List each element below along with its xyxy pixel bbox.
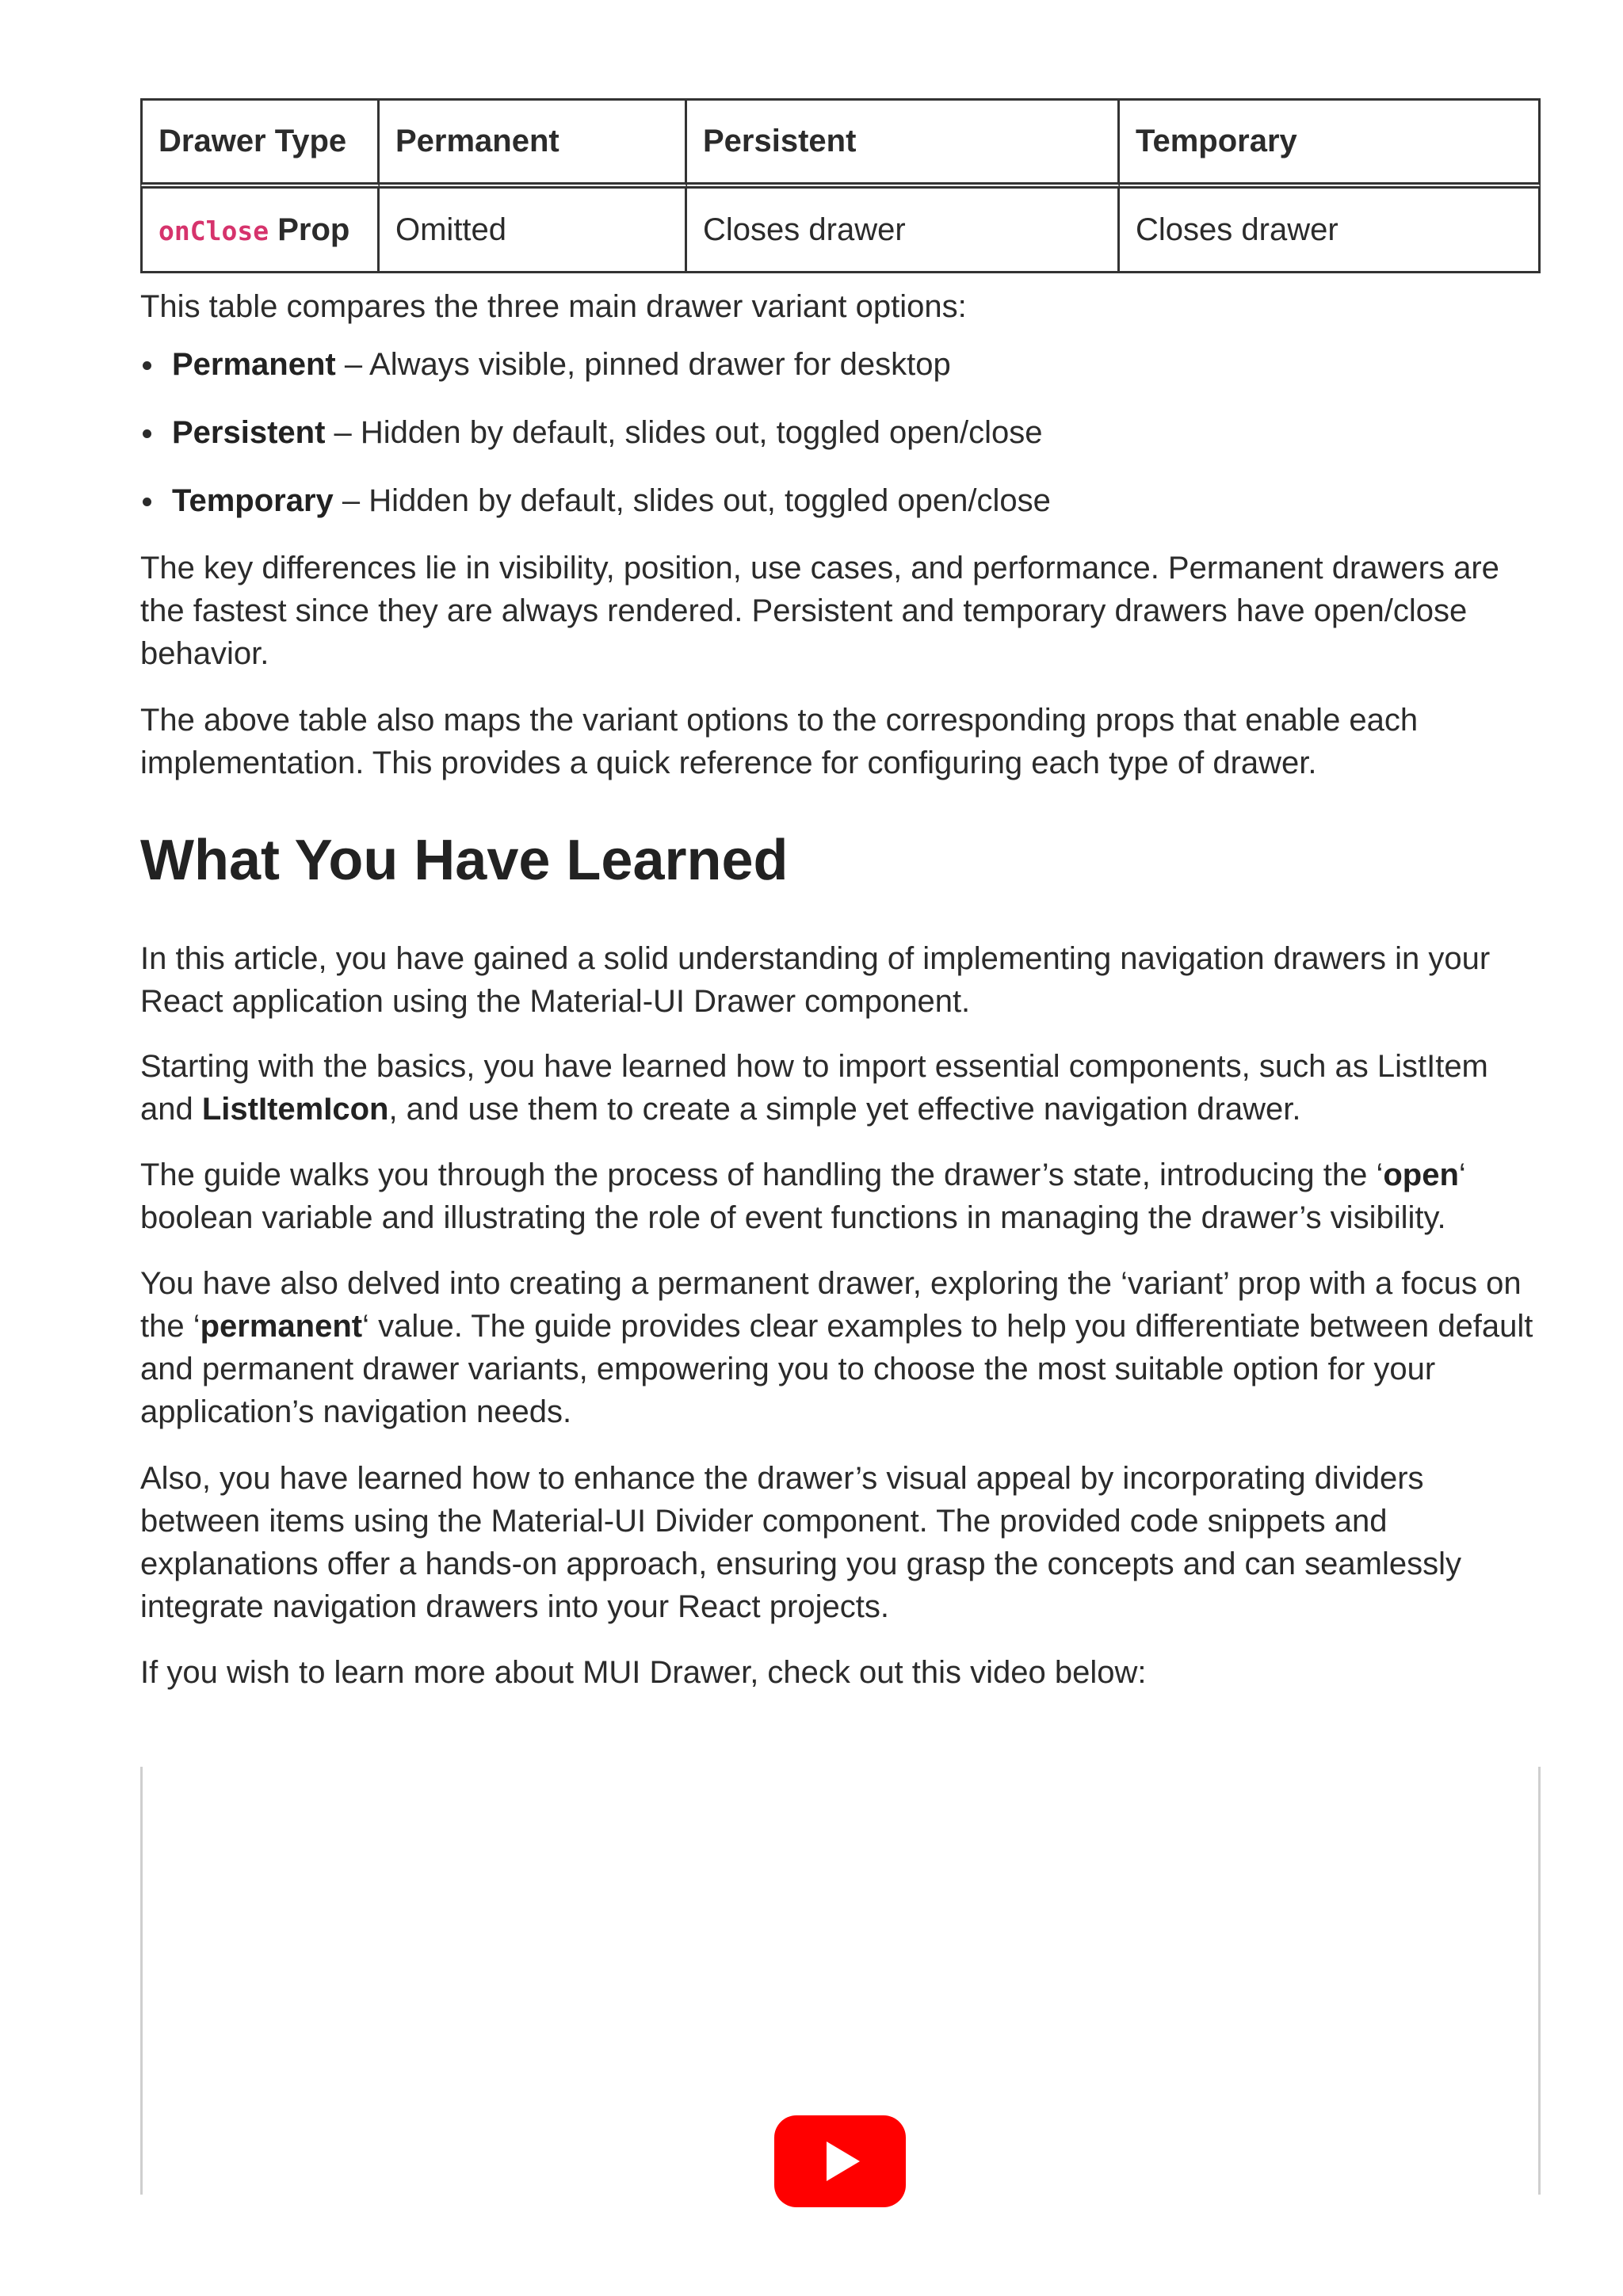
mapping-paragraph: The above table also maps the variant options to the corresponding props that enable each implementation. This provides a quick reference for configuring each type of drawer. (140, 703, 1419, 780)
variant-name: Temporary (172, 483, 334, 518)
table-header-cell: Drawer Type (140, 98, 380, 189)
row-label: Prop (277, 212, 350, 247)
bullet-icon (143, 429, 151, 438)
variant-desc: – Hidden by default, slides out, toggled open/close (325, 415, 1043, 450)
table-header-cell: Permanent (380, 98, 687, 189)
table-cell: Omitted (380, 189, 687, 273)
drawer-comparison-table (140, 98, 1541, 273)
bullet-icon (143, 361, 151, 370)
text-segment: ‘ value. The guide provides clear examples to help you differentiate between default and permanent drawer variants, empowering you to choose the most suitable option for your application’s navigation needs. (140, 1309, 1533, 1429)
text-segment: ‘ boolean variable and illustrating the role of event functions in managing the drawer’s visibility. (140, 1158, 1466, 1235)
play-triangle-icon (827, 2142, 860, 2181)
table-cell: Closes drawer (687, 189, 1120, 273)
table-header-cell: Persistent (687, 98, 1120, 189)
article-paragraph: In this article, you have gained a solid understanding of implementing navigation drawers in your React application using the Material-UI Drawer component. (140, 941, 1491, 1019)
permanent-paragraph (140, 1262, 1541, 1433)
youtube-play-icon[interactable] (774, 2115, 906, 2207)
inline-code: onClose (158, 215, 269, 246)
text-segment: The guide walks you through the process of handling the drawer’s state, introducing the ‘ (140, 1158, 1384, 1192)
text-segment: Starting with the basics, you have learned how to import essential components, such as ListItem and (140, 1049, 1488, 1127)
video-intro-paragraph: If you wish to learn more about MUI Drawer, check out this video below: (140, 1655, 1147, 1690)
variant-list (140, 343, 1541, 522)
variant-desc: – Always visible, pinned drawer for desktop (335, 347, 951, 382)
bullet-icon (143, 498, 151, 506)
list-item (140, 343, 1541, 386)
bold-term: ListItemIcon (201, 1092, 389, 1127)
list-item (140, 411, 1541, 454)
table-row-header (140, 189, 380, 273)
list-item (140, 479, 1541, 522)
bold-term: open (1383, 1158, 1459, 1192)
section-heading: What You Have Learned (140, 829, 789, 892)
basics-paragraph (140, 1045, 1541, 1131)
variant-desc: – Hidden by default, slides out, toggled open/close (333, 483, 1051, 518)
table-header-row (140, 98, 1541, 189)
differences-paragraph: The key differences lie in visibility, position, use cases, and performance. Permanent drawers are the fastest since they are always rendered. Persistent and temporary drawers have open/close behavior. (140, 551, 1499, 671)
guide-paragraph (140, 1154, 1541, 1239)
table-intro-paragraph: This table compares the three main drawer variant options: (140, 289, 967, 324)
table-header-cell: Temporary (1120, 98, 1541, 189)
text-segment: , and use them to create a simple yet effective navigation drawer. (388, 1092, 1301, 1127)
dividers-paragraph: Also, you have learned how to enhance the drawer’s visual appeal by incorporating dividers between items using the Material-UI Divider component. The provided code snippets and explanations offer a hands-on approach, ensuring you grasp the concepts and can seamlessly integrate navigation drawers into your React projects. (140, 1461, 1461, 1624)
bold-term: permanent (200, 1309, 363, 1344)
video-embed[interactable] (140, 1767, 1541, 2195)
variant-name: Persistent (172, 415, 326, 450)
article-content (140, 98, 1541, 1694)
table-cell: Closes drawer (1120, 189, 1541, 273)
variant-name: Permanent (172, 347, 336, 382)
table-row (140, 189, 1541, 273)
text-segment: You have also delved into creating a permanent drawer, exploring the ‘variant’ prop with a focus on the ‘ (140, 1266, 1522, 1344)
